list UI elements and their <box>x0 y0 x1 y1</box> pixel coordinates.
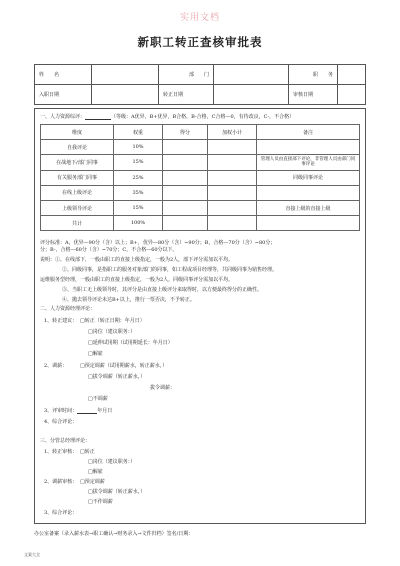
row-weight: 100% <box>114 216 163 231</box>
explain-4: ③、当职工无上级领导时，其评分是由直接上级评分来取得时，以方便最终得分的正确性。 <box>62 287 263 293</box>
section1-heading: 一、人力资源综评： （等级：A优异，B+优异，B合格，B-合格，C合格—0，有待改良，C-，不合格） <box>40 114 295 120</box>
row-dimension: 共计 <box>41 216 114 231</box>
s2-item-recommend: 1、转正建议： <box>44 318 78 324</box>
s2-option-no-raise[interactable]: □不调薪 <box>88 396 108 402</box>
row-weight: 15% <box>114 200 163 215</box>
row-weight: 25% <box>114 170 163 185</box>
row-subtotal-cell[interactable] <box>208 216 257 231</box>
header-score: 得分 <box>163 125 208 140</box>
grading-standard-line1: 评分标准：A，优异—90分（含）以上；B+，优异—80分（含）~90分；B，合格—70分（含）~80分； <box>40 240 276 246</box>
name-field[interactable] <box>92 65 159 85</box>
row-weight: 15% <box>114 155 163 170</box>
explain-3: 运维服务型经理，一般由职工的直接上级指定，一般为2人，同级同事评分需加以平均。 <box>40 277 234 283</box>
s3-item-comment: 3、综合评论： <box>44 510 78 516</box>
table-row <box>41 155 360 170</box>
row-score-cell[interactable] <box>163 185 208 200</box>
review-date-field[interactable] <box>338 85 366 105</box>
watermark: 实用文档 <box>179 13 220 23</box>
row-remark: 直接上级的直接上级 <box>257 200 360 215</box>
header-weight: 权重 <box>114 125 163 140</box>
section3-heading: 三、分管总经理评论： <box>40 438 91 444</box>
table-row <box>41 185 360 200</box>
row-score-cell[interactable] <box>163 140 208 155</box>
basic-info-table <box>34 64 366 105</box>
s3-option-fixed-raise[interactable]: □预定调薪 <box>80 479 105 485</box>
grading-standard-line2: 分；B-，合格—60分（含）~70分；C，不合格—60分以下。 <box>40 247 178 253</box>
explain-5: ④、抛去领导评论未达B+以上，推行一票否决，不予转正。 <box>62 297 195 303</box>
header-weighted: 加权小计 <box>208 125 257 140</box>
row-subtotal-cell[interactable] <box>208 155 257 170</box>
table-row <box>41 170 360 185</box>
row-weight: 35% <box>114 185 163 200</box>
entry-date-label: 入职日期 <box>35 85 92 105</box>
row-subtotal-cell[interactable] <box>208 140 257 155</box>
s2-item-salary: 2、调薪： <box>44 363 68 369</box>
section2-heading: 二、人力资源经理评论： <box>40 306 96 312</box>
s2-option-dismiss[interactable]: □解雇 <box>88 351 103 357</box>
s2-option-extend[interactable]: □延伸试用期（试用期延长：年月日） <box>88 340 173 346</box>
regular-date-field[interactable] <box>214 85 289 105</box>
explain-1: 说明：①、在线部下，一般由职工的直接上级指定，一般为2人，部下评分需加以平均。 <box>40 257 234 263</box>
row-dimension: 在战地下/部门同事 <box>41 155 114 170</box>
row-score-cell[interactable] <box>163 216 208 231</box>
score-table <box>40 124 360 231</box>
row-score-cell[interactable] <box>163 200 208 215</box>
s3-option-regular[interactable]: □转正 <box>80 449 95 455</box>
row-score-cell[interactable] <box>163 170 208 185</box>
review-date-label: 审核日期 <box>289 85 338 105</box>
table-row-total <box>41 216 360 231</box>
rating-blank[interactable] <box>85 114 111 120</box>
row-remark <box>257 185 360 200</box>
row-dimension: 上级领导评论 <box>41 200 114 215</box>
s3-option-special-raise[interactable]: □拔令调薪（转正薪水，） <box>88 489 146 495</box>
dept-label: 部 门 <box>159 65 214 85</box>
row-subtotal-cell[interactable] <box>208 185 257 200</box>
footer-text: 文案大全 <box>24 552 40 557</box>
s2-option-fixed-raise[interactable]: □预定调薪（试用期薪水，转正薪水，） <box>80 363 168 369</box>
row-remark: 管理人员由直接部下评论，非管理人员由部门同事评论 <box>257 155 360 170</box>
s2-option-post[interactable]: □岗位（建议职务：） <box>88 329 136 335</box>
s2-option-regular[interactable]: □转正（转正日期：年月日） <box>80 318 145 324</box>
row-weight: 10% <box>114 140 163 155</box>
s2-item-comment: 4、综合评论： <box>44 419 78 425</box>
row-remark <box>257 216 360 231</box>
row-score-cell[interactable] <box>163 155 208 170</box>
date-label: 年月日 <box>97 408 113 414</box>
row-dimension: 在线上级评论 <box>41 185 114 200</box>
explain-2: ②、同级同事，是指职工的服务对象部门的同事，如工程或项目经理等，共同级同事为销售经理。 <box>62 267 278 273</box>
table-row <box>41 200 360 215</box>
regular-date-label: 转正日期 <box>159 85 214 105</box>
post-field[interactable] <box>338 65 366 85</box>
row-subtotal-cell[interactable] <box>208 200 257 215</box>
dept-field[interactable] <box>214 65 289 85</box>
s3-item-salary-review: 2、调薪审核： <box>44 479 78 485</box>
s3-option-post[interactable]: □岗位（建议职务：） <box>88 459 136 465</box>
score-header-row <box>41 125 360 140</box>
row-remark <box>257 140 360 155</box>
s2-item-review-time: 3、评审时间： 年月日 <box>44 408 113 414</box>
table-row <box>41 140 360 155</box>
page-title: 新职工转正查核审批表 <box>137 35 263 49</box>
s2-special-raise-label: 拔令调薪： <box>150 385 176 391</box>
header-remark: 备注 <box>257 125 360 140</box>
s3-option-no-raise[interactable]: □不作调薪 <box>88 499 113 505</box>
s3-item-regular-review: 1、转正审核： <box>44 449 78 455</box>
office-record-line: 办公室备案（录入薪水表→职工确认→财务录入→文件归档）签名/日期： <box>34 531 194 537</box>
review-time-blank[interactable] <box>77 408 97 414</box>
s2-option-special-raise[interactable]: □拔令调薪（转正薪水，） <box>88 374 146 380</box>
row-dimension: 有关服务部门同事 <box>41 170 114 185</box>
name-label: 姓 名 <box>35 65 92 85</box>
row-remark: 同级同事评论 <box>257 170 360 185</box>
entry-date-field[interactable] <box>92 85 159 105</box>
header-dimension: 维度 <box>41 125 114 140</box>
row-subtotal-cell[interactable] <box>208 170 257 185</box>
row-dimension: 自我评论 <box>41 140 114 155</box>
s3-option-dismiss[interactable]: □解雇 <box>88 469 103 475</box>
post-label: 职 务 <box>289 65 338 85</box>
